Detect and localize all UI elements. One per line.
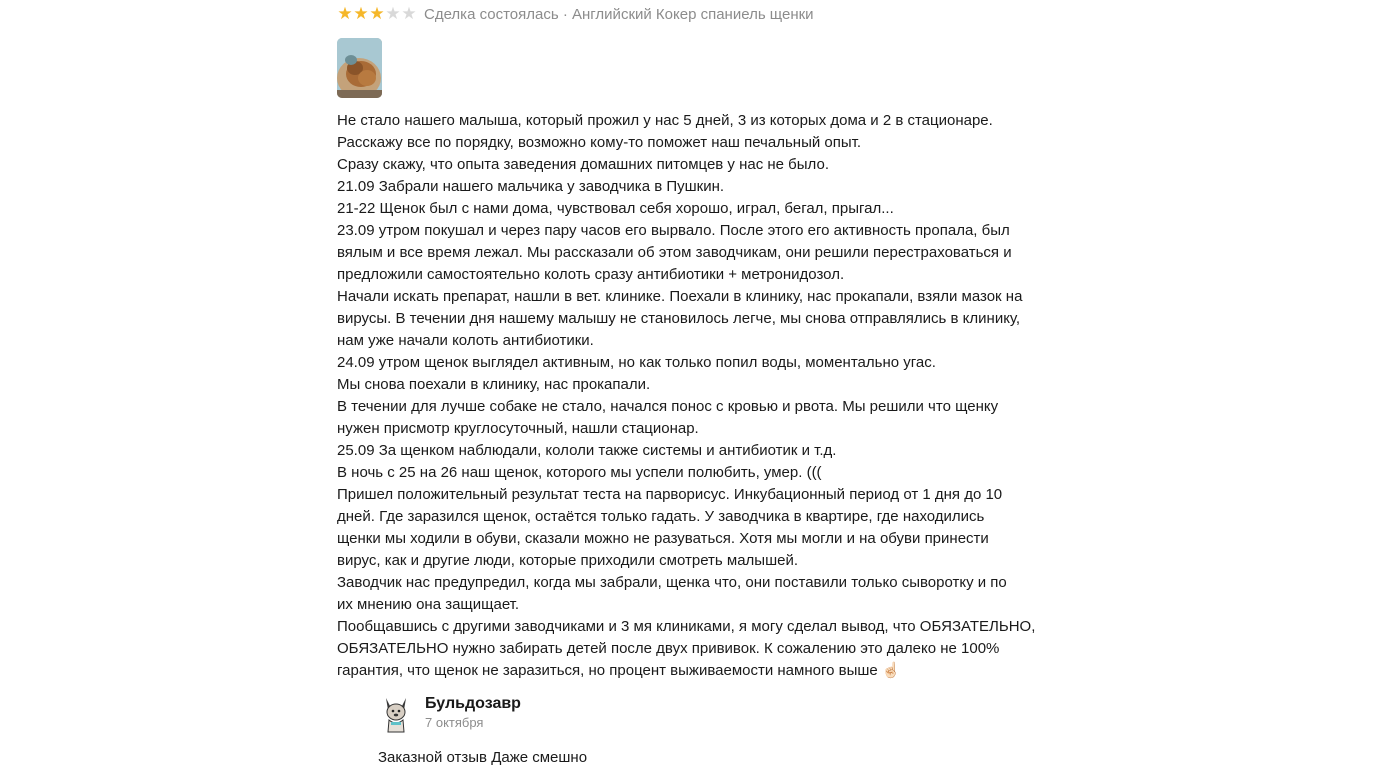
review-text-line: В течении для лучше собаке не стало, начался понос с кровью и рвота. Мы решили что щенку [337, 398, 999, 415]
review-text-line: Сразу скажу, что опыта заведения домашних питомцев у нас не было. [337, 156, 829, 173]
review-meta-row [337, 4, 1057, 24]
review-text-line: 21-22 Щенок был с нами дома, чувствовал себя хорошо, играл, бегал, прыгал... [337, 200, 894, 217]
review-text-line: гарантия, что щенок не заразиться, но процент выживаемости намного выше ☝🏻 [337, 662, 901, 679]
review-text-line: В ночь с 25 на 26 наш щенок, которого мы успели полюбить, умер. ((( [337, 464, 822, 481]
review-text-line: их мнению она защищает. [337, 596, 520, 613]
review-text-line: Начали искать препарат, нашли в вет. клинике. Поехали в клинику, нас прокапали, взяли мазок на [337, 288, 1023, 305]
review-text-line: ОБЯЗАТЕЛЬНО нужно забирать детей после двух прививок. К сожалению это далеко не 100% [337, 640, 1000, 657]
review-text-line: нам уже начали колоть антибиотики. [337, 332, 594, 349]
review-text-line: Расскажу все по порядку, возможно кому-то поможет наш печальный опыт. [337, 134, 862, 151]
reply-header [378, 692, 1018, 734]
star-filled-icon: ★ [337, 4, 353, 23]
review-text-line: Не стало нашего малыша, который прожил у нас 5 дней, 3 из которых дома и 2 в стационаре. [337, 112, 993, 129]
review-text-line: Пришел положительный результат теста на парворисус. Инкубационный период от 1 дня до 10 [337, 486, 1003, 503]
review-photo-thumbnail[interactable] [337, 38, 382, 98]
reply-text: Заказной отзыв Даже смешно [378, 749, 588, 766]
rating-stars [337, 4, 417, 24]
review-text-line: вялым и все время лежал. Мы рассказали об этом заводчикам, они решили перестраховаться и [337, 244, 1012, 261]
review-text-line: щенки мы ходили в обуви, сказали можно не разуваться. Хотя мы могли и на обуви принести [337, 530, 989, 547]
star-empty-icon: ★ [385, 4, 401, 23]
star-filled-icon: ★ [369, 4, 385, 23]
review-text [337, 110, 1057, 682]
dog-photo-icon [337, 38, 382, 98]
review-text-line: 24.09 утром щенок выглядел активным, но как только попил воды, моментально угас. [337, 354, 936, 371]
star-filled-icon: ★ [353, 4, 369, 23]
review-reply [378, 692, 1018, 768]
review-text-line: нужен присмотр круглосуточный, нашли стационар. [337, 420, 699, 437]
reply-date: 7 октября [425, 715, 484, 730]
review-text-line: Пообщавшись с другими заводчиками и 3 мя клиниками, я могу сделал вывод, что ОБЯЗАТЕЛЬНО, [337, 618, 1036, 635]
review-card [337, 4, 1057, 682]
review-text-line: Мы снова поехали в клинику, нас прокапали. [337, 376, 651, 393]
star-empty-icon: ★ [401, 4, 417, 23]
bulldog-avatar-icon[interactable] [378, 692, 414, 734]
review-text-line: вирусы. В течении дня нашему малышу не становилось легче, мы снова отправлялись в клинику, [337, 310, 1021, 327]
review-text-line: предложили самостоятельно колоть сразу антибиотики + метронидозол. [337, 266, 845, 283]
review-text-line: 25.09 За щенком наблюдали, кололи также системы и антибиотик и т.д. [337, 442, 837, 459]
review-text-line: дней. Где заразился щенок, остаётся только гадать. У заводчика в квартире, где находились [337, 508, 985, 525]
review-text-line: вирус, как и другие люди, которые приходили смотреть малышей. [337, 552, 799, 569]
review-deal-info: Сделка состоялась · Английский Кокер спаниель щенки [424, 5, 814, 23]
review-text-line: 23.09 утром покушал и через пару часов его вырвало. После этого его активность пропала, был [337, 222, 1010, 239]
reply-author[interactable]: Бульдозавр [425, 695, 521, 712]
review-text-line: Заводчик нас предупредил, когда мы забрали, щенка что, они поставили только сыворотку и по [337, 574, 1007, 591]
review-text-line: 21.09 Забрали нашего мальчика у заводчика в Пушкин. [337, 178, 725, 195]
